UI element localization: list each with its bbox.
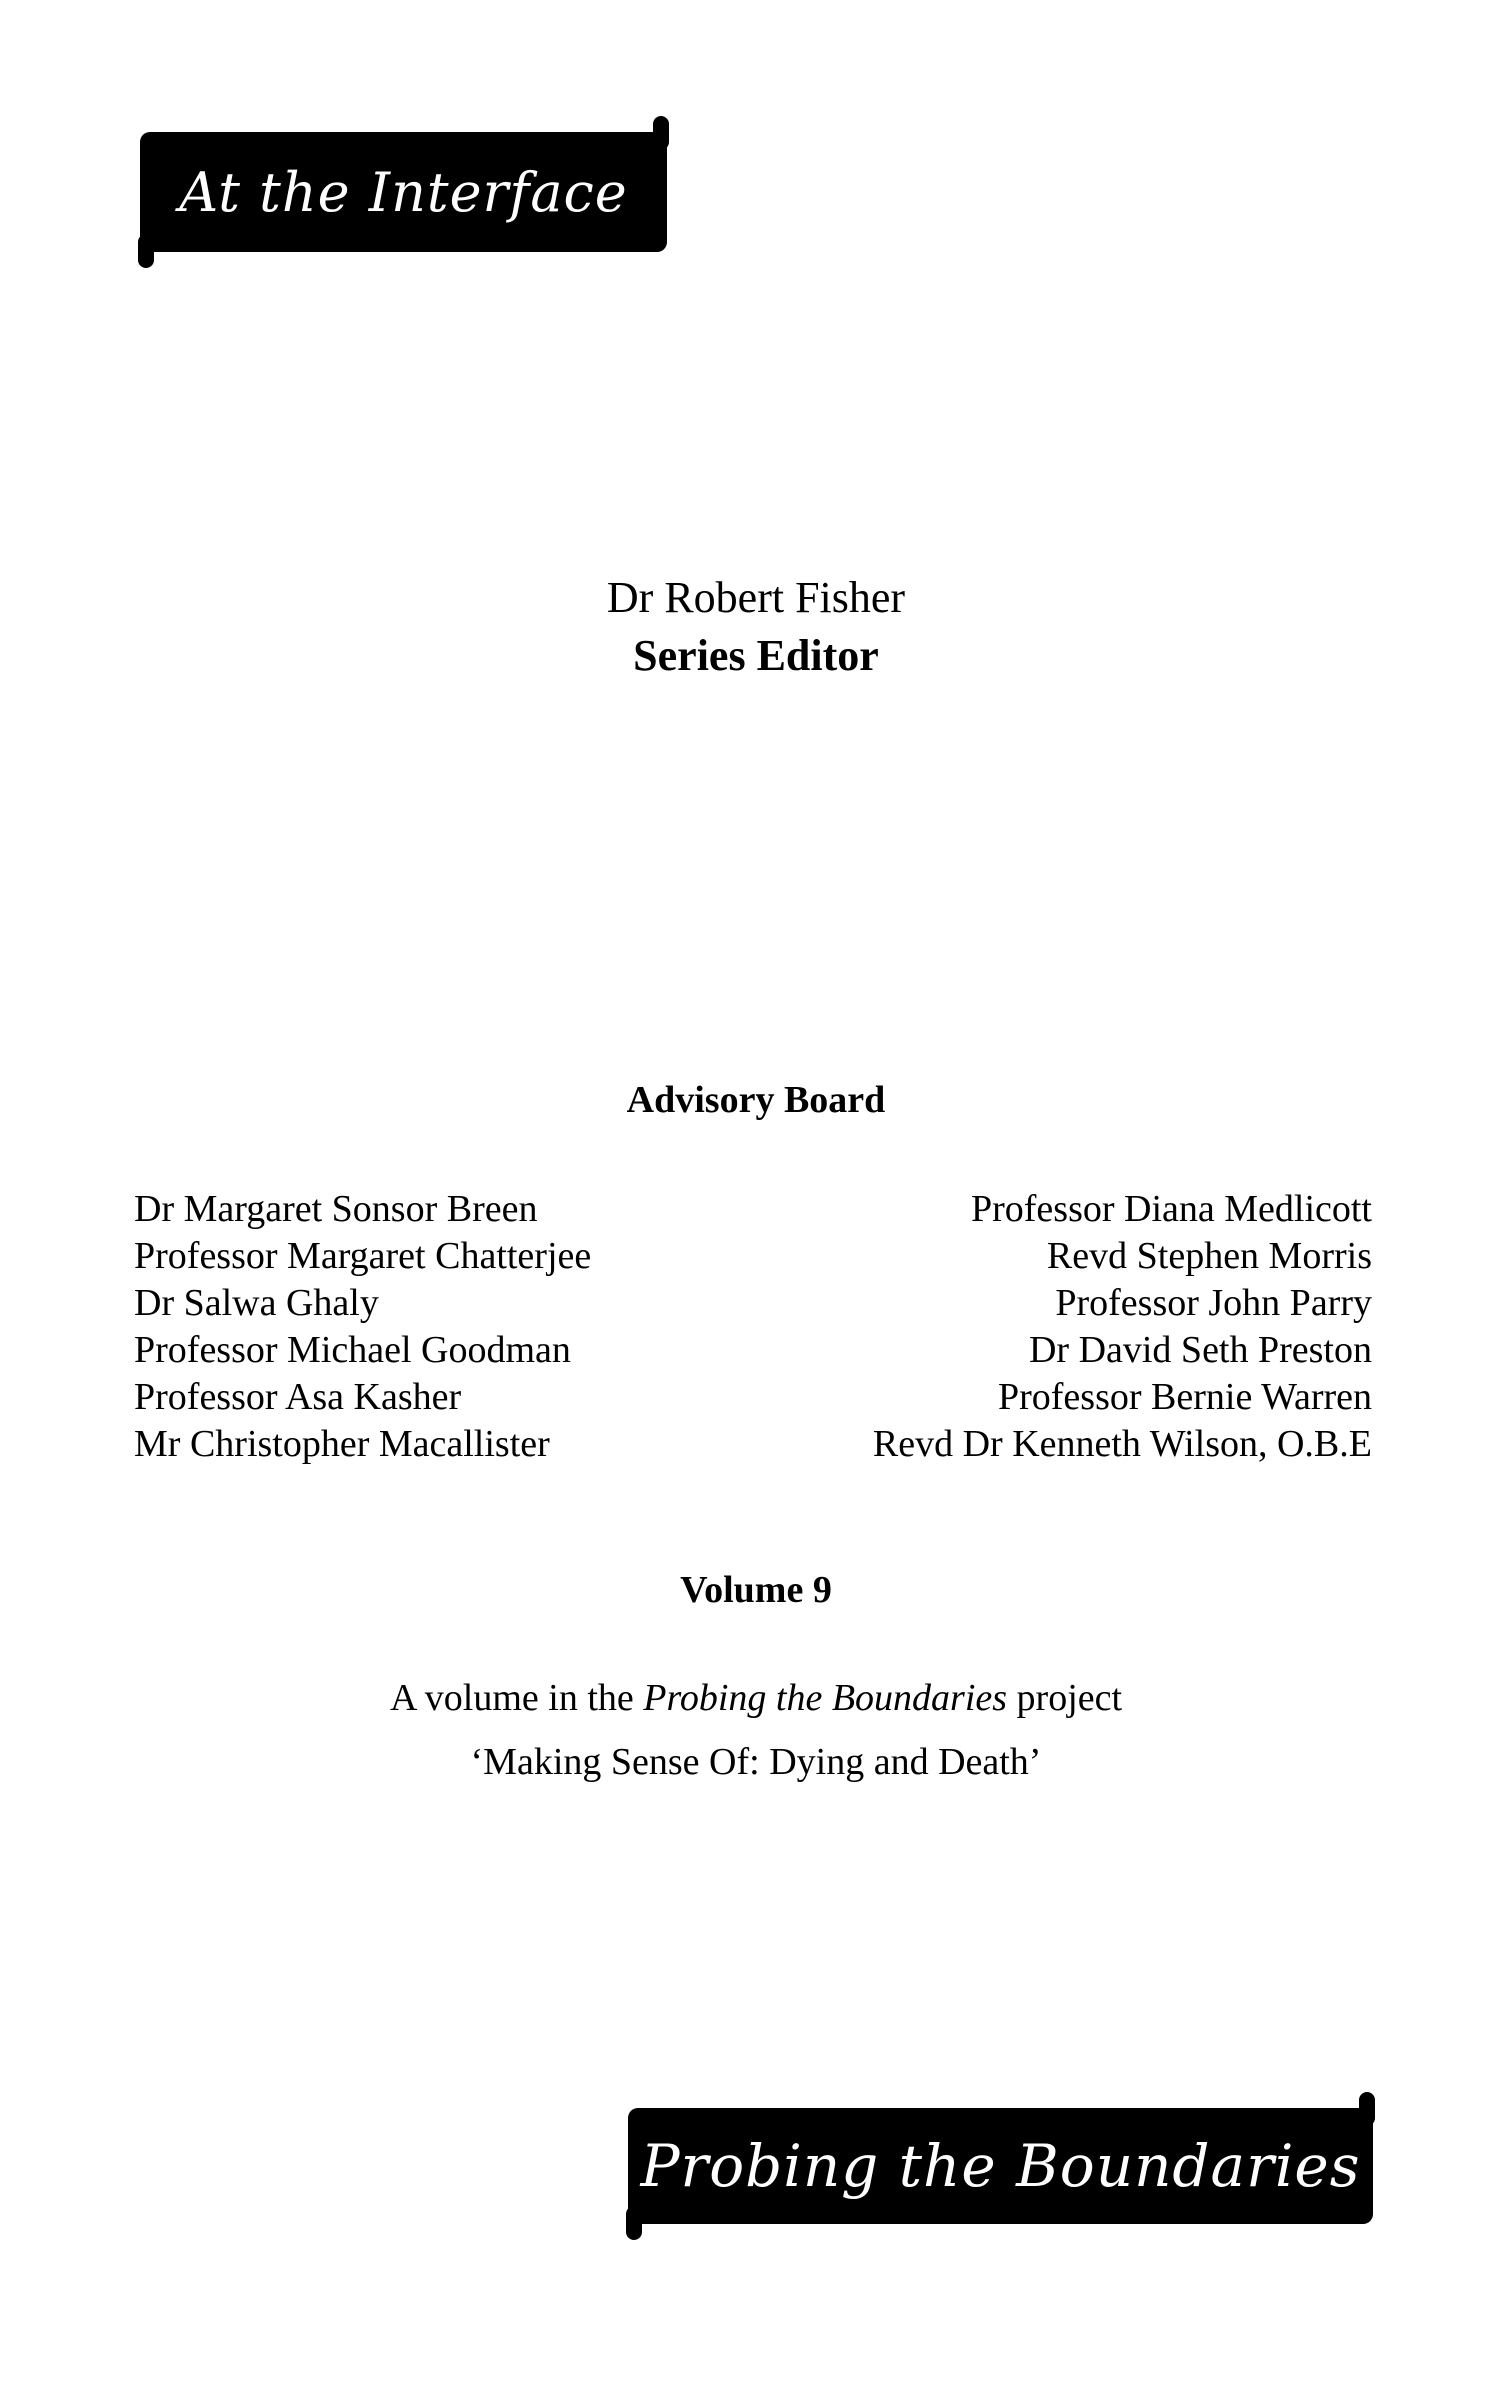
project-suffix: project (1007, 1677, 1123, 1719)
series-banner-bottom (628, 2108, 1373, 2224)
board-member: Revd Stephen Morris (1046, 1235, 1372, 1277)
advisory-board-left-column (134, 1186, 591, 1468)
board-member: Professor Bernie Warren (997, 1376, 1372, 1418)
project-prefix: A volume in the (389, 1677, 644, 1719)
board-member: Professor John Parry (1055, 1282, 1372, 1324)
board-member: Professor Margaret Chatterjee (134, 1235, 592, 1277)
board-member: Revd Dr Kenneth Wilson, O.B.E (872, 1423, 1372, 1465)
series-editor-name: Dr Robert Fisher (606, 573, 906, 622)
project-subtitle: ‘Making Sense Of: Dying and Death’ (470, 1741, 1042, 1783)
board-member: Professor Diana Medlicott (970, 1188, 1372, 1230)
board-member: Professor Michael Goodman (134, 1329, 571, 1371)
series-title: At the Interface (179, 160, 628, 224)
board-member: Dr Margaret Sonsor Breen (134, 1188, 538, 1230)
series-banner-top (140, 132, 667, 252)
board-member: Dr Salwa Ghaly (134, 1282, 379, 1324)
project-description (0, 1676, 1512, 1720)
project-name: Probing the Boundaries (643, 1677, 1008, 1719)
board-member: Professor Asa Kasher (134, 1376, 462, 1418)
series-editor-role: Series Editor (633, 631, 879, 680)
board-member: Dr David Seth Preston (1028, 1329, 1372, 1371)
volume-heading: Volume 9 (680, 1569, 832, 1611)
board-member: Mr Christopher Macallister (134, 1423, 550, 1465)
project-title: Probing the Boundaries (640, 2132, 1361, 2200)
advisory-board-right-column (873, 1186, 1372, 1468)
advisory-board-heading: Advisory Board (626, 1079, 886, 1121)
